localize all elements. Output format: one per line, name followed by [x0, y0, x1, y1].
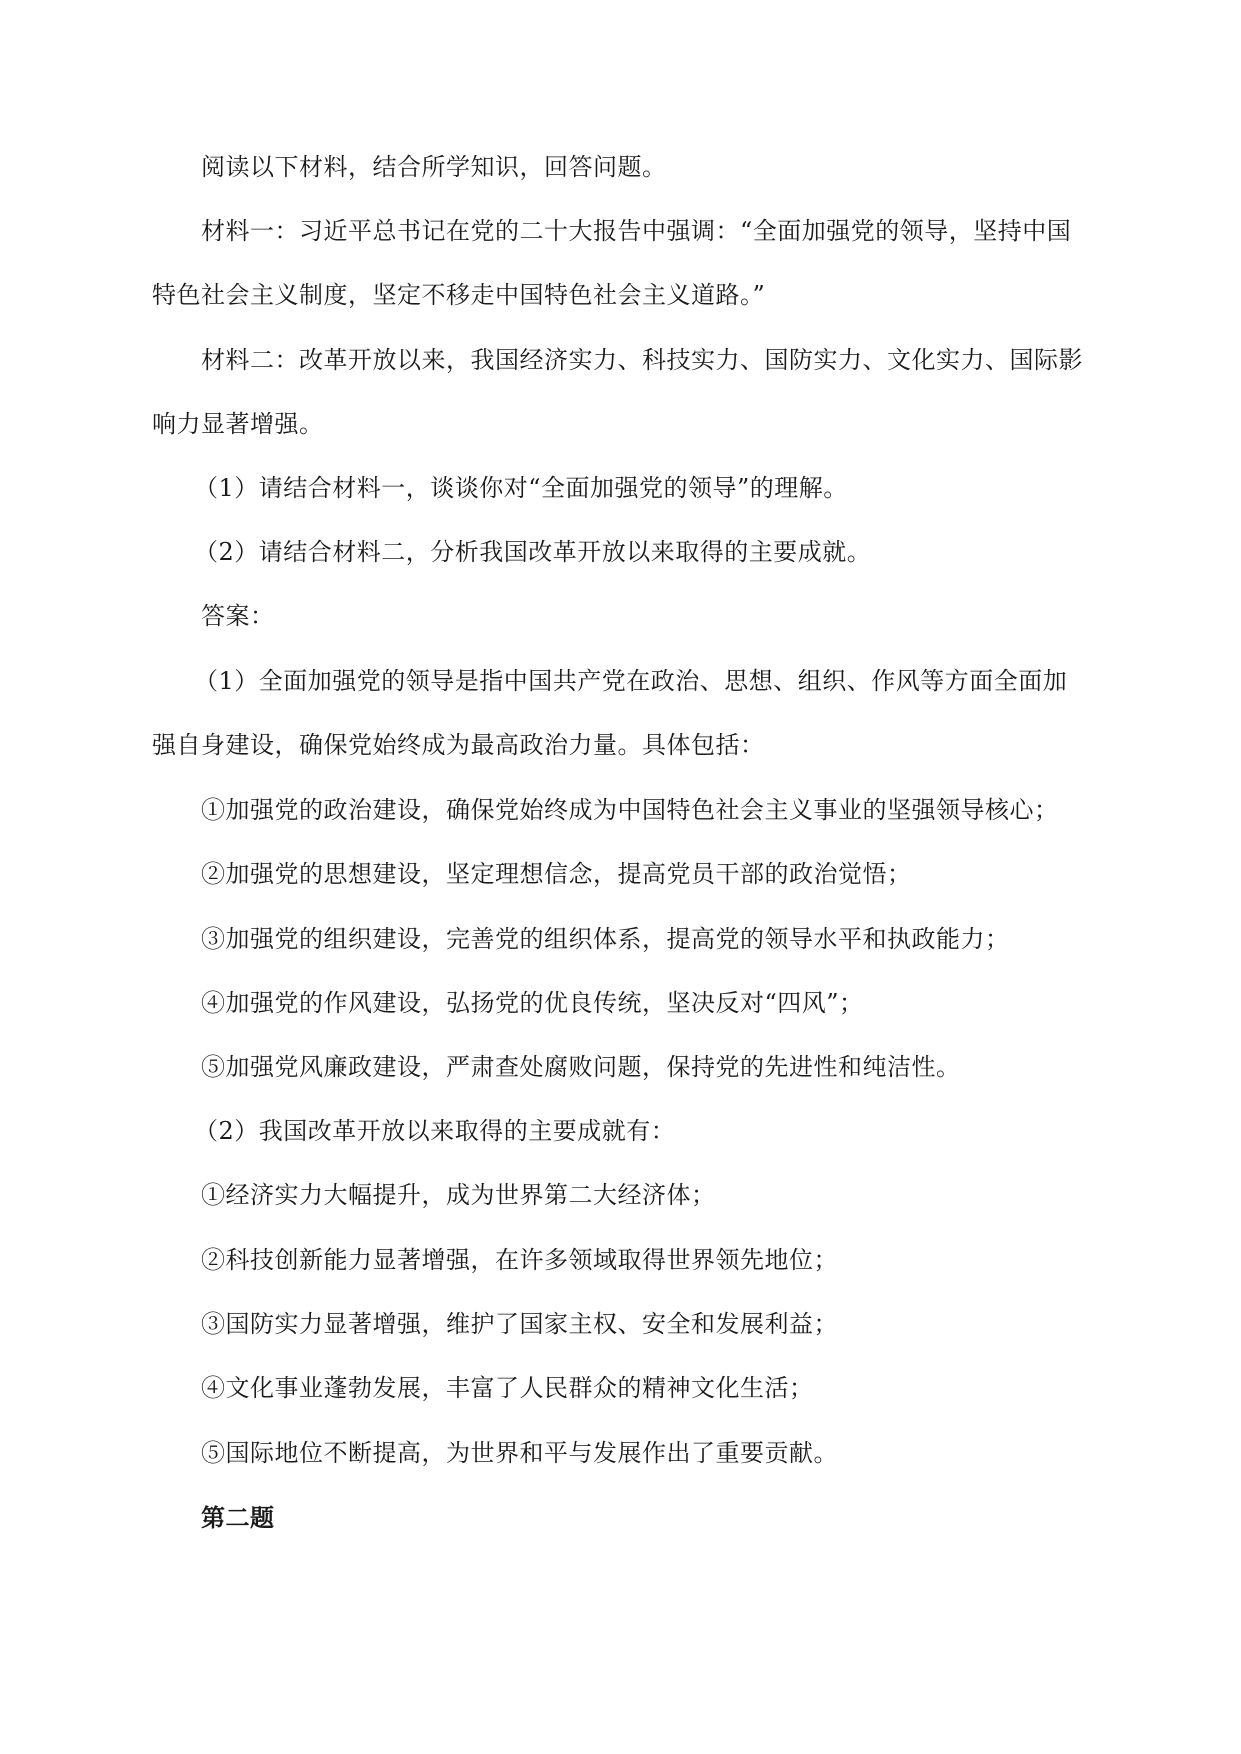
answer-1-line-2: 强自身建设，确保党始终成为最高政治力量。具体包括： — [152, 731, 765, 759]
material-2-line-2: 响力显著增强。 — [152, 410, 324, 438]
question-2: （2）请结合材料二，分析我国改革开放以来取得的主要成就。 — [194, 538, 872, 566]
answer-1-item: ⑤加强党风廉政建设，严肃查处腐败问题，保持党的先进性和纯洁性。 — [201, 1053, 961, 1081]
answer-1-line-1: （1）全面加强党的领导是指中国共产党在政治、思想、组织、作风等方面全面加 — [194, 667, 1068, 695]
intro-text: 阅读以下材料，结合所学知识，回答问题。 — [201, 153, 667, 181]
answer-1-item: ②加强党的思想建设，坚定理想信念，提高党员干部的政治觉悟； — [201, 860, 912, 888]
material-1-line-2: 特色社会主义制度，坚定不移走中国特色社会主义道路。” — [152, 281, 766, 309]
answer-2-item: ②科技创新能力显著增强，在许多领域取得世界领先地位； — [201, 1246, 838, 1274]
answer-2-line-1: （2）我国改革开放以来取得的主要成就有： — [194, 1117, 676, 1145]
answer-label: 答案： — [201, 602, 275, 630]
answer-2-item: ⑤国际地位不断提高，为世界和平与发展作出了重要贡献。 — [201, 1439, 838, 1467]
section-heading: 第二题 — [201, 1504, 275, 1532]
answer-1-item: ①加强党的政治建设，确保党始终成为中国特色社会主义事业的坚强领导核心； — [201, 796, 1059, 824]
material-1-line-1: 材料一：习近平总书记在党的二十大报告中强调：“全面加强党的领导，坚持中国 — [201, 217, 1072, 245]
answer-2-item: ①经济实力大幅提升，成为世界第二大经济体； — [201, 1181, 716, 1209]
material-2-line-1: 材料二：改革开放以来，我国经济实力、科技实力、国防实力、文化实力、国际影 — [201, 346, 1083, 374]
answer-2-item: ④文化事业蓬勃发展，丰富了人民群众的精神文化生活； — [201, 1374, 814, 1402]
answer-1-item: ③加强党的组织建设，完善党的组织体系，提高党的领导水平和执政能力； — [201, 925, 1010, 953]
question-1: （1）请结合材料一，谈谈你对“全面加强党的领导”的理解。 — [194, 474, 848, 502]
answer-1-item: ④加强党的作风建设，弘扬党的优良传统，坚决反对“四风”； — [201, 989, 864, 1017]
answer-2-item: ③国防实力显著增强，维护了国家主权、安全和发展利益； — [201, 1310, 838, 1338]
